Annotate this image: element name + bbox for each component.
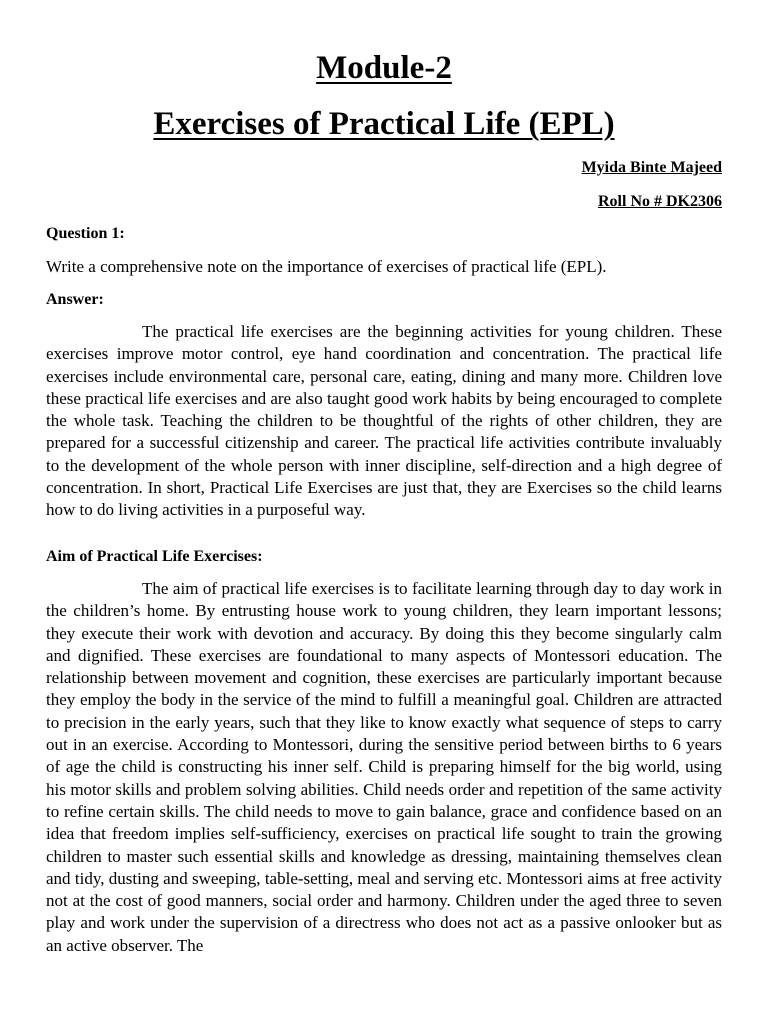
question-label: Question 1: (46, 225, 125, 242)
subject-title: Exercises of Practical Life (EPL) (153, 106, 615, 142)
question-text: Write a comprehensive note on the importance of exercises of practical life (EPL). (46, 257, 607, 276)
author-name: Myida Binte Majeed (581, 159, 722, 176)
roll-number: Roll No # DK2306 (598, 193, 722, 210)
module-title: Module-2 (316, 50, 452, 86)
answer-paragraph: The practical life exercises are the beginning activities for young children. These exercises improve motor control, eye hand coordination and concentration. The practical life exercises include environmental care, personal care, eating, dining and many more. Children love these practical life exercises and are also taught good work habits by being encouraged to complete the whole task. Teaching the children to be thoughtful of the rights of other children, they are prepared for a successful citizenship and career. The practical life activities contribute invaluably to the development of the whole person with inner discipline, self-direction and a high degree of concentration. In short, Practical Life Exercises are just that, they are Exercises so the child learns how to do living activities in a purposeful way. (46, 322, 722, 520)
answer-label: Answer: (46, 291, 104, 308)
aim-heading: Aim of Practical Life Exercises: (46, 548, 263, 565)
aim-paragraph: The aim of practical life exercises is to facilitate learning through day to day work in the children’s home. By entrusting house work to young children, they learn important lessons; they execute their work with devotion and accuracy. By doing this they become singularly calm and dignified. These exercises are foundational to many aspects of Montessori education. The relationship between movement and cognition, these exercises are particularly important because they employ the body in the service of the mind to fulfill a meaningful goal. Children are attracted to precision in the early years, such that they like to know exactly what sequence of steps to carry out in an exercise. According to Montessori, during the sensitive period between births to 6 years of age the child is constructing his inner self. Child is preparing himself for the big world, using his motor skills and problem solving abilities. Child needs order and repetition of the same activity to refine certain skills. The child needs to move to gain balance, grace and confidence based on an idea that freedom implies self-sufficiency, exercises on practical life sought to train the growing children to master such essential skills and knowledge as dressing, maintaining themselves clean and tidy, dusting and sweeping, table-setting, meal and serving etc. Montessori aims at free activity not at the cost of good manners, social order and harmony. Children under the aged three to seven play and work under the supervision of a directress who does not act as a passive onlooker but as an active observer. The (46, 579, 722, 955)
